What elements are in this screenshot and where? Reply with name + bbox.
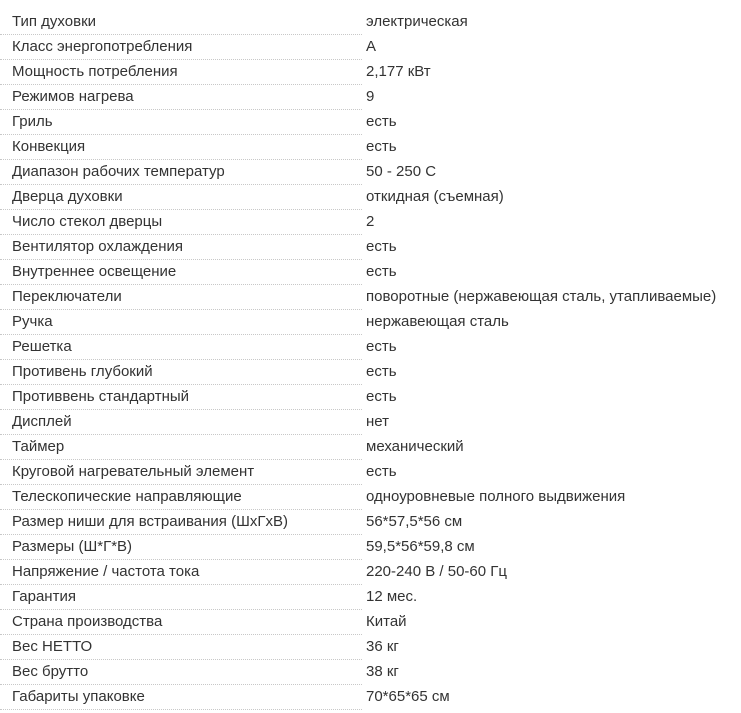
spec-value: нет <box>366 413 389 430</box>
spec-row <box>0 685 741 710</box>
spec-label-cell <box>0 110 362 135</box>
spec-value: 12 мес. <box>366 588 418 605</box>
spec-row <box>0 310 741 335</box>
spec-label: Вес НЕТТО <box>12 638 93 655</box>
spec-value: 59,5*56*59,8 см <box>366 538 475 555</box>
spec-row <box>0 335 741 360</box>
spec-label: Дверца духовки <box>12 188 123 205</box>
spec-value: есть <box>366 338 397 355</box>
spec-label: Противвень стандартный <box>12 388 190 405</box>
spec-label-cell <box>0 160 362 185</box>
spec-row <box>0 485 741 510</box>
spec-label: Габариты упаковке <box>12 688 145 705</box>
spec-label-cell <box>0 485 362 510</box>
spec-label: Напряжение / частота тока <box>12 563 200 580</box>
spec-value: 9 <box>366 88 375 105</box>
spec-row <box>0 60 741 85</box>
spec-row <box>0 185 741 210</box>
spec-row <box>0 560 741 585</box>
spec-row <box>0 410 741 435</box>
spec-label: Внутреннее освещение <box>12 263 177 280</box>
spec-label: Переключатели <box>12 288 122 305</box>
spec-value: есть <box>366 238 397 255</box>
spec-label-cell <box>0 285 362 310</box>
spec-row <box>0 85 741 110</box>
spec-label: Противень глубокий <box>12 363 153 380</box>
spec-label-cell <box>0 660 362 685</box>
spec-row <box>0 110 741 135</box>
spec-value: A <box>366 38 377 55</box>
spec-row <box>0 285 741 310</box>
spec-label-cell <box>0 35 362 60</box>
spec-value: 2,177 кВт <box>366 63 431 80</box>
spec-label-cell <box>0 310 362 335</box>
spec-value: есть <box>366 113 397 130</box>
spec-label-cell <box>0 60 362 85</box>
spec-row <box>0 360 741 385</box>
spec-row <box>0 10 741 35</box>
spec-label-cell <box>0 435 362 460</box>
spec-label: Решетка <box>12 338 72 355</box>
spec-row <box>0 610 741 635</box>
spec-label: Мощность потребления <box>12 63 178 80</box>
spec-value: 56*57,5*56 см <box>366 513 463 530</box>
spec-label: Телескопические направляющие <box>12 488 242 505</box>
spec-row <box>0 160 741 185</box>
spec-value: есть <box>366 138 397 155</box>
spec-value: есть <box>366 463 397 480</box>
spec-label-cell <box>0 210 362 235</box>
spec-value: поворотные (нержавеющая сталь, утапливаемые) <box>366 288 717 305</box>
spec-label: Режимов нагрева <box>12 88 134 105</box>
spec-label: Размеры (Ш*Г*В) <box>12 538 133 555</box>
spec-label-cell <box>0 385 362 410</box>
spec-row <box>0 35 741 60</box>
spec-label: Таймер <box>12 438 65 455</box>
spec-value: 2 <box>366 213 375 230</box>
spec-label-cell <box>0 585 362 610</box>
spec-label-cell <box>0 235 362 260</box>
spec-value: одноуровневые полного выдвижения <box>366 488 626 505</box>
spec-label: Страна производства <box>12 613 163 630</box>
spec-row <box>0 235 741 260</box>
spec-label-cell <box>0 335 362 360</box>
spec-row <box>0 535 741 560</box>
spec-value: есть <box>366 388 397 405</box>
spec-row <box>0 460 741 485</box>
spec-value: 220-240 В / 50-60 Гц <box>366 563 507 580</box>
spec-label-cell <box>0 85 362 110</box>
spec-row <box>0 635 741 660</box>
spec-value: 38 кг <box>366 663 399 680</box>
spec-label-cell <box>0 360 362 385</box>
spec-label: Дисплей <box>12 413 72 430</box>
spec-row <box>0 210 741 235</box>
spec-value: есть <box>366 363 397 380</box>
spec-label: Диапазон рабочих температур <box>12 163 225 180</box>
spec-label: Конвекция <box>12 138 86 155</box>
spec-value: есть <box>366 263 397 280</box>
spec-label-cell <box>0 185 362 210</box>
spec-label: Вентилятор охлаждения <box>12 238 183 255</box>
spec-value: 36 кг <box>366 638 399 655</box>
spec-label: Круговой нагревательный элемент <box>12 463 255 480</box>
spec-label-cell <box>0 610 362 635</box>
spec-label-cell <box>0 260 362 285</box>
spec-row <box>0 260 741 285</box>
spec-value: механический <box>366 438 464 455</box>
spec-row <box>0 660 741 685</box>
spec-label: Число стекол дверцы <box>12 213 163 230</box>
spec-label: Гриль <box>12 113 53 130</box>
spec-label-cell <box>0 685 362 710</box>
spec-label: Гарантия <box>12 588 76 605</box>
spec-label-cell <box>0 560 362 585</box>
spec-value: 50 - 250 С <box>366 163 437 180</box>
spec-row <box>0 135 741 160</box>
spec-label: Вес брутто <box>12 663 89 680</box>
spec-label-cell <box>0 510 362 535</box>
spec-row <box>0 435 741 460</box>
spec-row <box>0 385 741 410</box>
spec-value: нержавеющая сталь <box>366 313 509 330</box>
spec-value: Китай <box>366 613 407 630</box>
spec-label-cell <box>0 535 362 560</box>
spec-label-cell <box>0 460 362 485</box>
spec-label: Ручка <box>12 313 53 330</box>
spec-label-cell <box>0 135 362 160</box>
spec-label: Тип духовки <box>12 13 97 30</box>
spec-value: 70*65*65 см <box>366 688 450 705</box>
spec-label-cell <box>0 410 362 435</box>
spec-value: откидная (съемная) <box>366 188 504 205</box>
spec-label-cell <box>0 635 362 660</box>
spec-label: Класс энергопотребления <box>12 38 193 55</box>
spec-value: электрическая <box>366 13 468 30</box>
spec-label: Размер ниши для встраивания (ШхГхВ) <box>12 513 288 530</box>
spec-row <box>0 585 741 610</box>
spec-row <box>0 510 741 535</box>
spec-label-cell <box>0 10 362 35</box>
